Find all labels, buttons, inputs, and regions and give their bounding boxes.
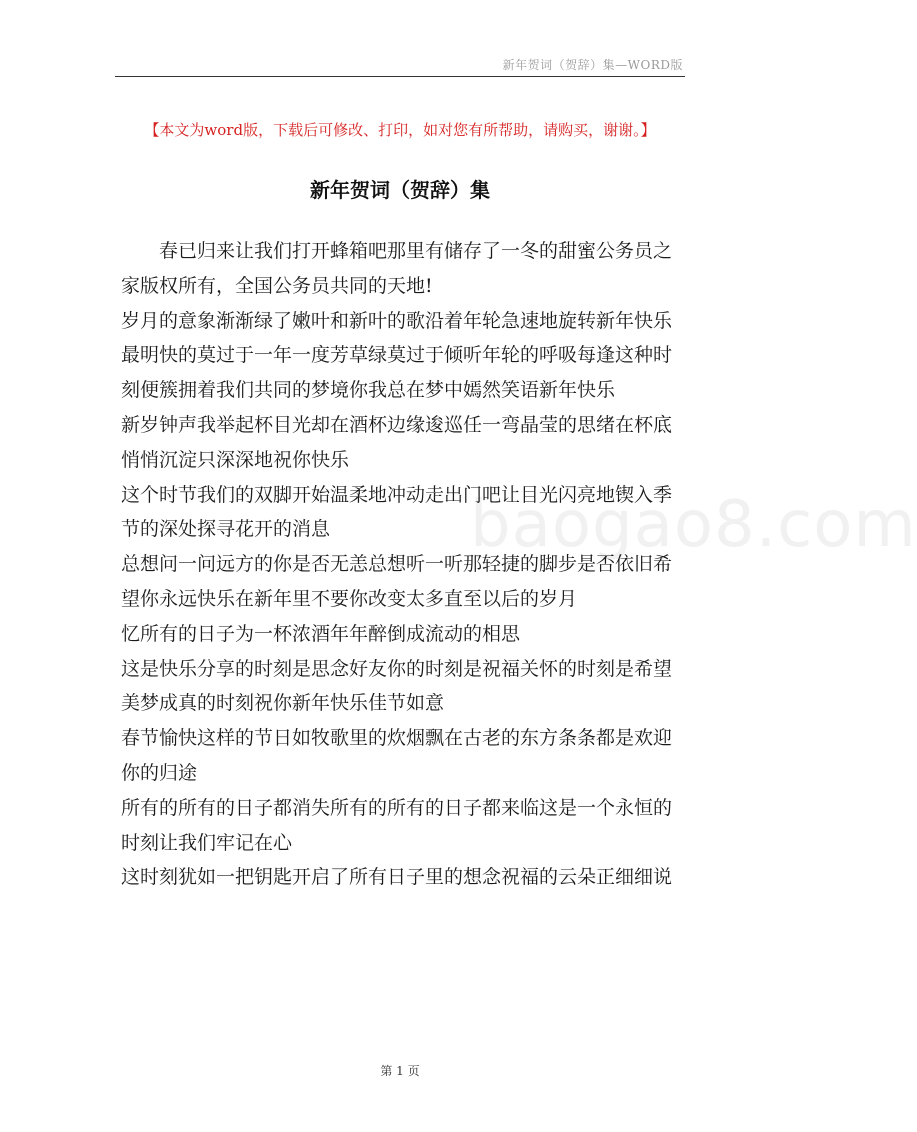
body-line: 所有的所有的日子都消失所有的所有的日子都来临这是一个永恒的 [121, 796, 673, 819]
download-notice: 【本文为word版，下载后可修改、打印，如对您有所帮助，请购买，谢谢。】 [144, 121, 656, 139]
body-line: 忆所有的日子为一杯浓酒年年醉倒成流动的相思 [121, 622, 521, 645]
header-divider [115, 76, 685, 77]
body-line: 这个时节我们的双脚开始温柔地冲动走出门吧让目光闪亮地锲入季 [121, 483, 673, 506]
body-line: 刻便簇拥着我们共同的梦境你我总在梦中嫣然笑语新年快乐 [121, 379, 616, 402]
body-line: 春已归来让我们打开蜂箱吧那里有储存了一冬的甜蜜公务员之 [159, 240, 673, 262]
running-header: 新年贺词（贺辞）集—WORD版 [502, 58, 683, 72]
body-line: 望你永远快乐在新年里不要你改变太多直至以后的岁月 [121, 587, 578, 610]
watermark: baogao8.com [470, 488, 917, 562]
page-number: 第 1 页 [380, 1064, 420, 1078]
document-title: 新年贺词（贺辞）集 [310, 178, 490, 202]
body-line: 美梦成真的时刻祝你新年快乐佳节如意 [121, 692, 445, 715]
body-line: 悄悄沉淀只深深地祝你快乐 [121, 448, 350, 471]
body-line: 这时刻犹如一把钥匙开启了所有日子里的想念祝福的云朵正细细说 [121, 866, 673, 889]
body-line: 春节愉快这样的节日如牧歌里的炊烟飘在古老的东方条条都是欢迎 [121, 727, 673, 750]
body-line: 家版权所有，全国公务员共同的天地! [121, 274, 433, 297]
body-line: 新岁钟声我举起杯目光却在酒杯边缘逡巡任一弯晶莹的思绪在杯底 [121, 413, 673, 436]
body-line: 最明快的莫过于一年一度芳草绿莫过于倾听年轮的呼吸每逢这种时 [121, 344, 673, 367]
body-line: 节的深处探寻花开的消息 [121, 518, 331, 541]
body-line: 总想问一问远方的你是否无恙总想听一听那轻捷的脚步是否依旧希 [121, 553, 673, 576]
body-line: 你的归途 [121, 761, 198, 784]
body-line: 时刻让我们牢记在心 [121, 831, 293, 854]
body-line: 岁月的意象渐渐绿了嫩叶和新叶的歌沿着年轮急速地旋转新年快乐 [121, 309, 673, 332]
body-line: 这是快乐分享的时刻是思念好友你的时刻是祝福关怀的时刻是希望 [121, 657, 673, 680]
body-text [121, 234, 685, 895]
